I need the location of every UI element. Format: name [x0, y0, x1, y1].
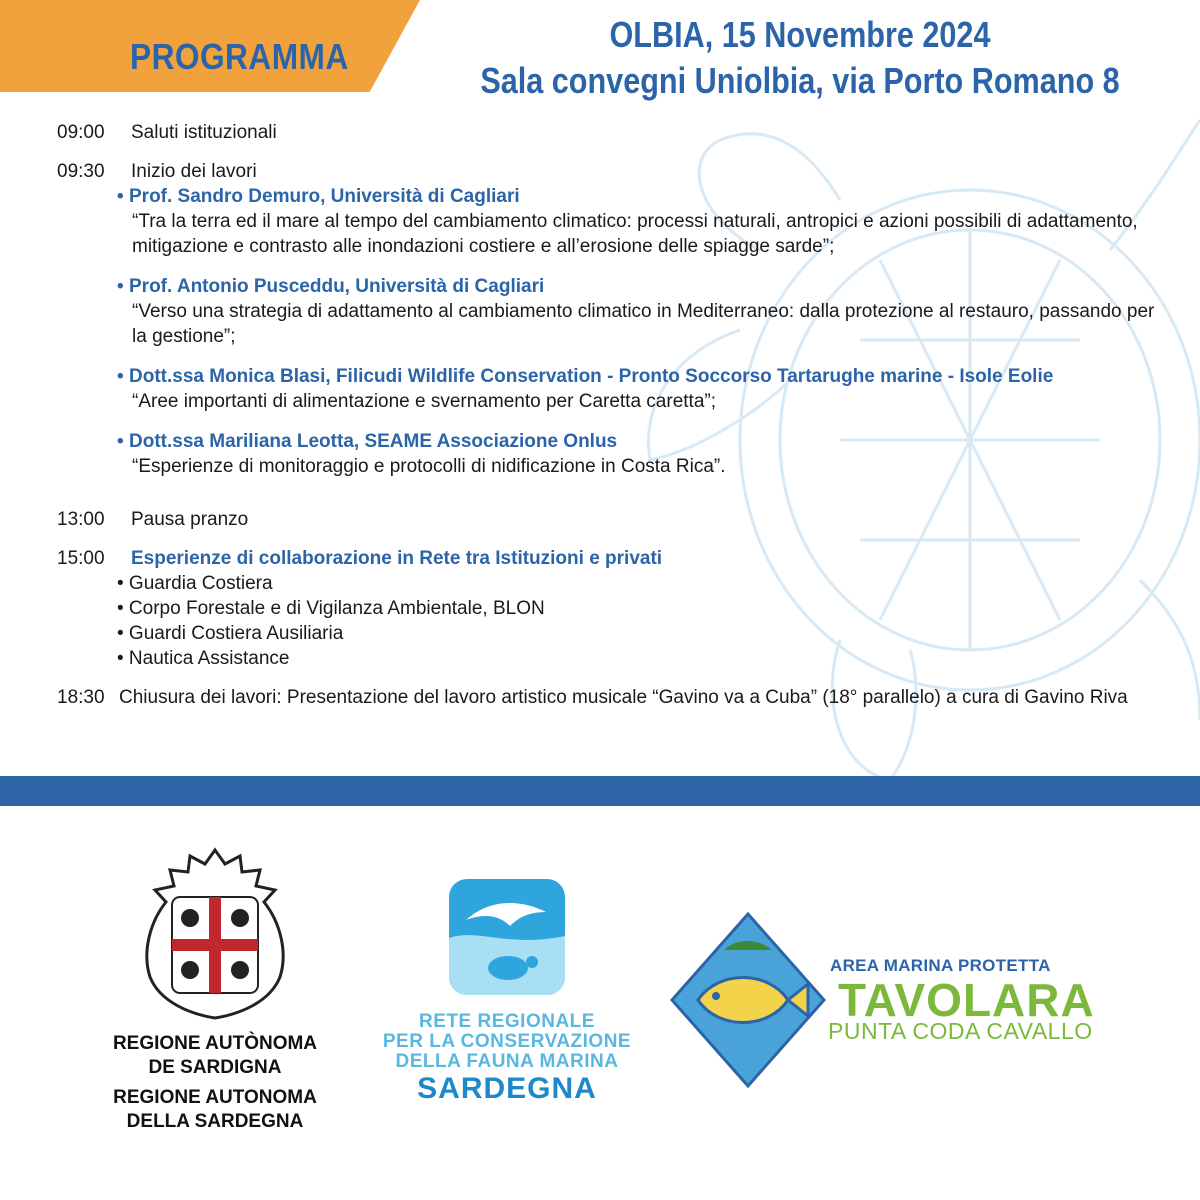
regione-line: DELLA SARDEGNA	[126, 1111, 304, 1132]
tavolara-fish-logo-icon	[668, 910, 828, 1090]
schedule-slot	[57, 546, 1157, 571]
talk-abstract: “Esperienze di monitoraggio e protocolli di nidificazione in Costa Rica”.	[132, 456, 726, 477]
tavolara-main: TAVOLARA	[838, 974, 1095, 1026]
programma-label: PROGRAMMA	[130, 36, 349, 77]
talk-speaker: Dott.ssa Monica Blasi, Filicudi Wildlife Conservation - Pronto Soccorso Tartarughe marine - Isole Eolie	[129, 366, 1054, 387]
sardinia-coat-of-arms-icon	[130, 842, 300, 1022]
schedule	[57, 120, 1157, 710]
talk-item	[117, 274, 1157, 349]
talk-abstract: “Aree importanti di alimentazione e svernamento per Caretta caretta”;	[132, 391, 716, 412]
talk-speaker: Dott.ssa Mariliana Leotta, SEAME Associazione Onlus	[129, 431, 618, 452]
slot-title: Esperienze di collaborazione in Rete tra Istituzioni e privati	[131, 548, 663, 569]
tavolara-logo	[668, 910, 1128, 1090]
talk-abstract: “Tra la terra ed il mare al tempo del cambiamento climatico: processi naturali, antropici e azioni possibili di adattamento, mitigazione e contrasto alle inondazioni costiere e all’erosione delle spiagge sarde”;	[132, 211, 1138, 257]
schedule-slot	[57, 159, 1157, 184]
schedule-slot	[57, 685, 1157, 710]
regione-line: REGIONE AUTONOMA	[113, 1087, 317, 1108]
talk-item	[117, 184, 1157, 259]
slot-time: 09:30	[57, 161, 105, 182]
talk-speaker: Prof. Antonio Pusceddu, Università di Cagliari	[129, 276, 545, 297]
rete-regionale-logo	[362, 878, 652, 1106]
event-date: OLBIA, 15 Novembre 2024	[609, 14, 991, 55]
footer-divider	[0, 776, 1200, 806]
slot-time: 09:00	[57, 122, 105, 143]
slot-time: 18:30	[57, 687, 105, 708]
rete-line: RETE REGIONALE	[419, 1011, 595, 1032]
rete-line: PER LA CONSERVAZIONE	[382, 1031, 632, 1052]
bullet: •	[117, 431, 124, 452]
talk-item	[117, 364, 1157, 414]
slot-title: Inizio dei lavori	[131, 161, 257, 182]
organization-list	[117, 571, 1157, 671]
slot-title: Saluti istituzionali	[131, 122, 277, 143]
schedule-slot	[57, 120, 1157, 145]
event-title	[410, 12, 1190, 104]
bullet: •	[117, 186, 124, 207]
slot-title: Pausa pranzo	[131, 509, 249, 530]
rete-sardegna: SARDEGNA	[417, 1072, 597, 1105]
organization-item: • Nautica Assistance	[117, 648, 290, 669]
talk-speaker: Prof. Sandro Demuro, Università di Cagliari	[129, 186, 520, 207]
organization-item: • Guardia Costiera	[117, 573, 273, 594]
organization-item: • Guardi Costiera Ausiliaria	[117, 623, 344, 644]
slot-title: Chiusura dei lavori: Presentazione del lavoro artistico musicale “Gavino va a Cuba” (18° parallelo) a cura di Gavino Riva	[119, 687, 1128, 708]
talk-item	[117, 429, 1157, 479]
organization-item: • Corpo Forestale e di Vigilanza Ambientale, BLON	[117, 598, 545, 619]
regione-line: DE SARDIGNA	[148, 1057, 282, 1078]
tavolara-top: AREA MARINA PROTETTA	[830, 956, 1051, 975]
regione-sardegna-logo	[95, 842, 335, 1134]
talk-abstract: “Verso una strategia di adattamento al cambiamento climatico in Mediterraneo: dalla protezione al restauro, passando per la gestione”;	[132, 301, 1155, 347]
dolphin-turtle-logo-icon	[448, 878, 566, 996]
bullet: •	[117, 276, 124, 297]
tavolara-sub: PUNTA CODA CAVALLO	[828, 1018, 1093, 1044]
regione-line: REGIONE AUTÒNOMA	[112, 1033, 318, 1054]
slot-time: 15:00	[57, 548, 105, 569]
rete-line: DELLA FAUNA MARINA	[395, 1051, 619, 1072]
event-venue: Sala convegni Uniolbia, via Porto Romano 8	[480, 60, 1120, 101]
schedule-slot	[57, 507, 1157, 532]
bullet: •	[117, 366, 124, 387]
slot-time: 13:00	[57, 509, 105, 530]
